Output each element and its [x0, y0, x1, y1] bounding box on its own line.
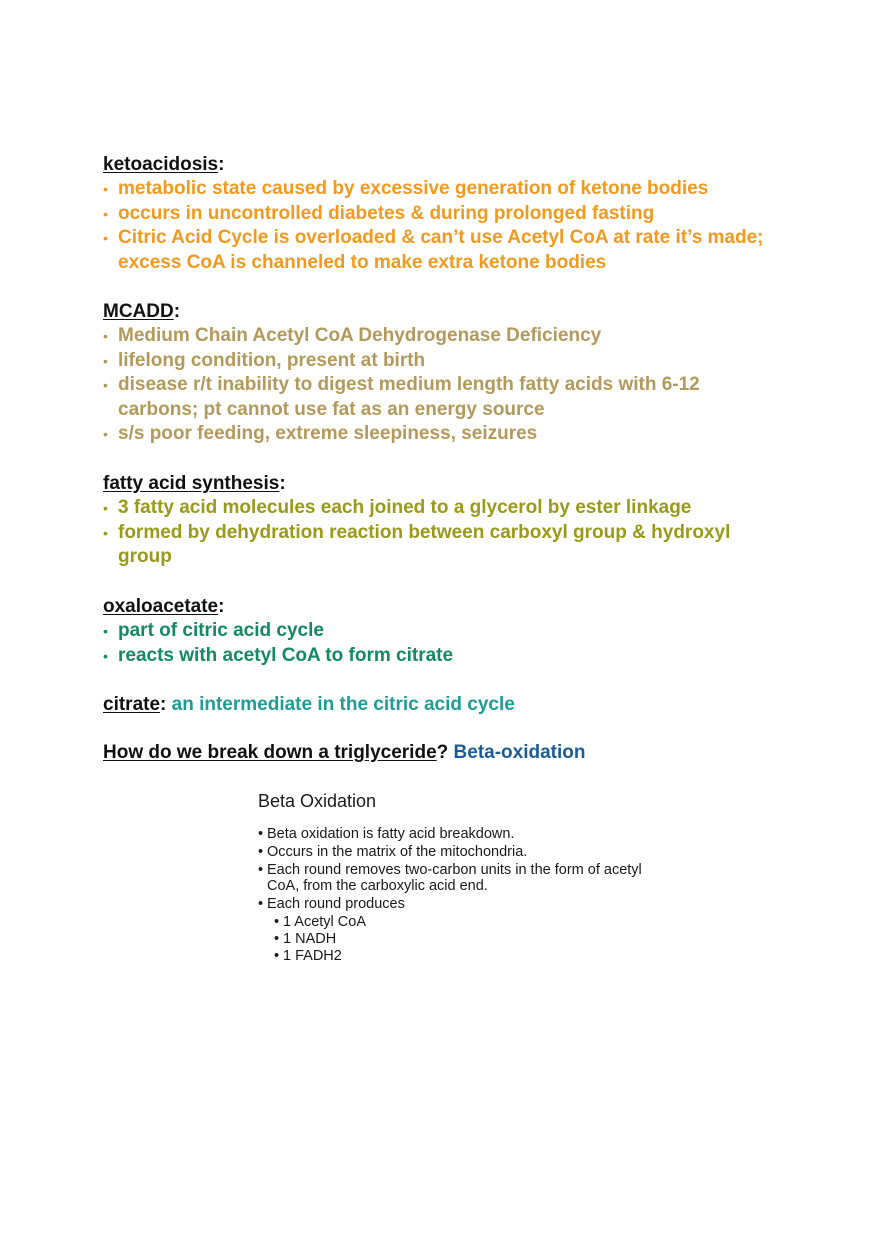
- citrate-definition: an intermediate in the citric acid cycle: [171, 694, 515, 715]
- section-mcadd: [103, 300, 783, 447]
- list-item: • disease r/t inability to digest medium length fatty acids with 6-12 carbons; pt cannot use fat as an energy source: [103, 374, 700, 420]
- slide-list-item: • Beta oxidation is fatty acid breakdown.: [258, 826, 515, 842]
- list-item: • reacts with acetyl CoA to form citrate: [103, 644, 454, 666]
- section-oxaloacetate: [103, 595, 783, 668]
- slide-list-item: • Each round removes two-carbon units in the form of acetyl CoA, from the carboxylic acid end.: [258, 862, 642, 894]
- mcadd-list: [103, 324, 783, 447]
- beta-oxidation-slide: [258, 790, 678, 965]
- list-item: • metabolic state caused by excessive generation of ketone bodies: [103, 178, 709, 199]
- list-item: • 3 fatty acid molecules each joined to a glycerol by ester linkage: [103, 497, 692, 518]
- slide-sub-item: • 1 Acetyl CoA: [274, 914, 367, 930]
- list-item: • part of citric acid cycle: [103, 620, 324, 641]
- heading-fatty-acid-synthesis: fatty acid synthesis:: [103, 473, 286, 494]
- slide-list-item: • Each round produces: [258, 896, 405, 912]
- heading-mcadd: MCADD:: [103, 301, 181, 322]
- oxaloacetate-list: [103, 619, 783, 668]
- section-triglyceride-question: [103, 741, 783, 765]
- list-item: • Medium Chain Acetyl CoA Dehydrogenase Deficiency: [103, 325, 602, 346]
- fatty-acid-synthesis-list: [103, 496, 783, 570]
- heading-triglyceride-question: How do we break down a triglyceride? Beta-oxidation: [103, 742, 586, 763]
- section-fatty-acid-synthesis: [103, 472, 783, 570]
- section-ketoacidosis: [103, 153, 783, 275]
- list-item: • lifelong condition, present at birth: [103, 349, 426, 371]
- slide-sub-item: • 1 NADH: [274, 931, 337, 947]
- list-item: • formed by dehydration reaction between carboxyl group & hydroxyl group: [103, 521, 731, 567]
- heading-ketoacidosis: ketoacidosis:: [103, 154, 225, 175]
- slide-list-item: • Occurs in the matrix of the mitochondria.: [258, 844, 528, 860]
- slide-list: [258, 826, 678, 964]
- slide-sub-item: • 1 FADH2: [274, 948, 342, 964]
- heading-citrate: citrate: an intermediate in the citric acid cycle: [103, 694, 515, 715]
- heading-oxaloacetate: oxaloacetate:: [103, 596, 225, 617]
- list-item: • Citric Acid Cycle is overloaded & can’t use Acetyl CoA at rate it’s made; excess CoA is channeled to make extra ketone bodies: [103, 227, 764, 273]
- list-item: • occurs in uncontrolled diabetes & during prolonged fasting: [103, 202, 655, 224]
- ketoacidosis-list: [103, 177, 783, 275]
- section-citrate: [103, 693, 783, 717]
- slide-title: Beta Oxidation: [258, 791, 377, 811]
- list-item: • s/s poor feeding, extreme sleepiness, seizures: [103, 423, 538, 444]
- question-answer: Beta-oxidation: [453, 742, 586, 763]
